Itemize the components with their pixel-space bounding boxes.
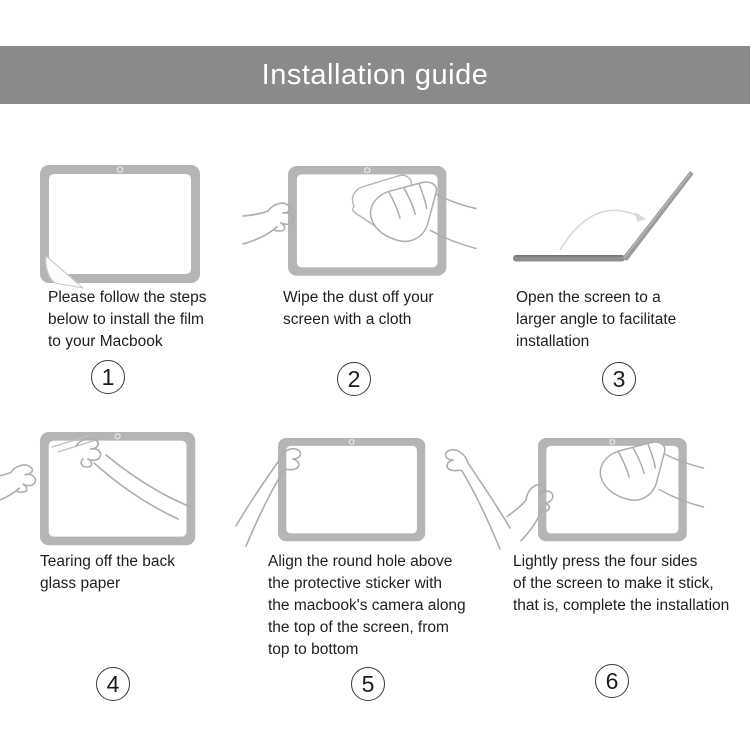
step1-number-badge: 1 — [91, 360, 125, 394]
step6-illustration-press-screen — [501, 438, 704, 541]
step3-illustration-open-laptop — [513, 171, 694, 262]
caption-line: Please follow the steps — [48, 289, 207, 306]
open-angle-arrow-icon — [560, 210, 640, 250]
caption-line: top to bottom — [268, 641, 359, 658]
caption-line: screen with a cloth — [283, 311, 412, 328]
tablet-frame-icon — [40, 165, 200, 283]
step4-caption — [40, 551, 175, 595]
step2-illustration-wipe-screen — [243, 166, 476, 276]
caption-line: installation — [516, 333, 590, 350]
caption-line: Lightly press the four sides — [513, 553, 698, 570]
arrowhead-icon — [635, 212, 646, 222]
caption-line: of the screen to make it stick, — [513, 575, 714, 592]
step4-illustration-tear-paper — [0, 432, 195, 545]
step5-caption — [268, 551, 466, 661]
laptop-screen-highlight — [624, 173, 691, 258]
caption-line: the protective sticker with — [268, 575, 443, 592]
step4-number-badge: 4 — [96, 667, 130, 701]
tablet-frame-icon — [40, 432, 195, 545]
right-holding-hand-icon — [446, 450, 510, 549]
caption-line: the top of the screen, from — [268, 619, 449, 636]
caption-line: Wipe the dust off your — [283, 289, 434, 306]
step5-number-badge: 5 — [351, 667, 385, 701]
step3-number-badge: 3 — [602, 362, 636, 396]
step6-number-badge: 6 — [595, 664, 629, 698]
caption-line: Open the screen to a — [516, 289, 661, 306]
caption-line: the macbook's camera along — [268, 597, 466, 614]
caption-line: larger angle to facilitate — [516, 311, 677, 328]
caption-line: Align the round hole above — [268, 553, 453, 570]
page-title: Installation guide — [261, 58, 489, 91]
step3-caption — [516, 287, 676, 353]
step5-illustration-align-film — [236, 438, 510, 549]
step1-caption — [48, 287, 207, 353]
laptop-screen-icon — [622, 171, 694, 261]
caption-line: to your Macbook — [48, 333, 163, 350]
step1-illustration-film-peel — [40, 165, 200, 288]
step2-number-badge: 2 — [337, 362, 371, 396]
caption-line: below to install the film — [48, 311, 204, 328]
pinch-hand-icon — [0, 465, 35, 505]
caption-line: that is, complete the installation — [513, 597, 730, 614]
step2-caption — [283, 287, 434, 331]
pinch-hand-icon — [243, 203, 293, 244]
step6-caption — [513, 551, 729, 617]
caption-line: glass paper — [40, 575, 121, 592]
caption-line: Tearing off the back — [40, 553, 175, 570]
